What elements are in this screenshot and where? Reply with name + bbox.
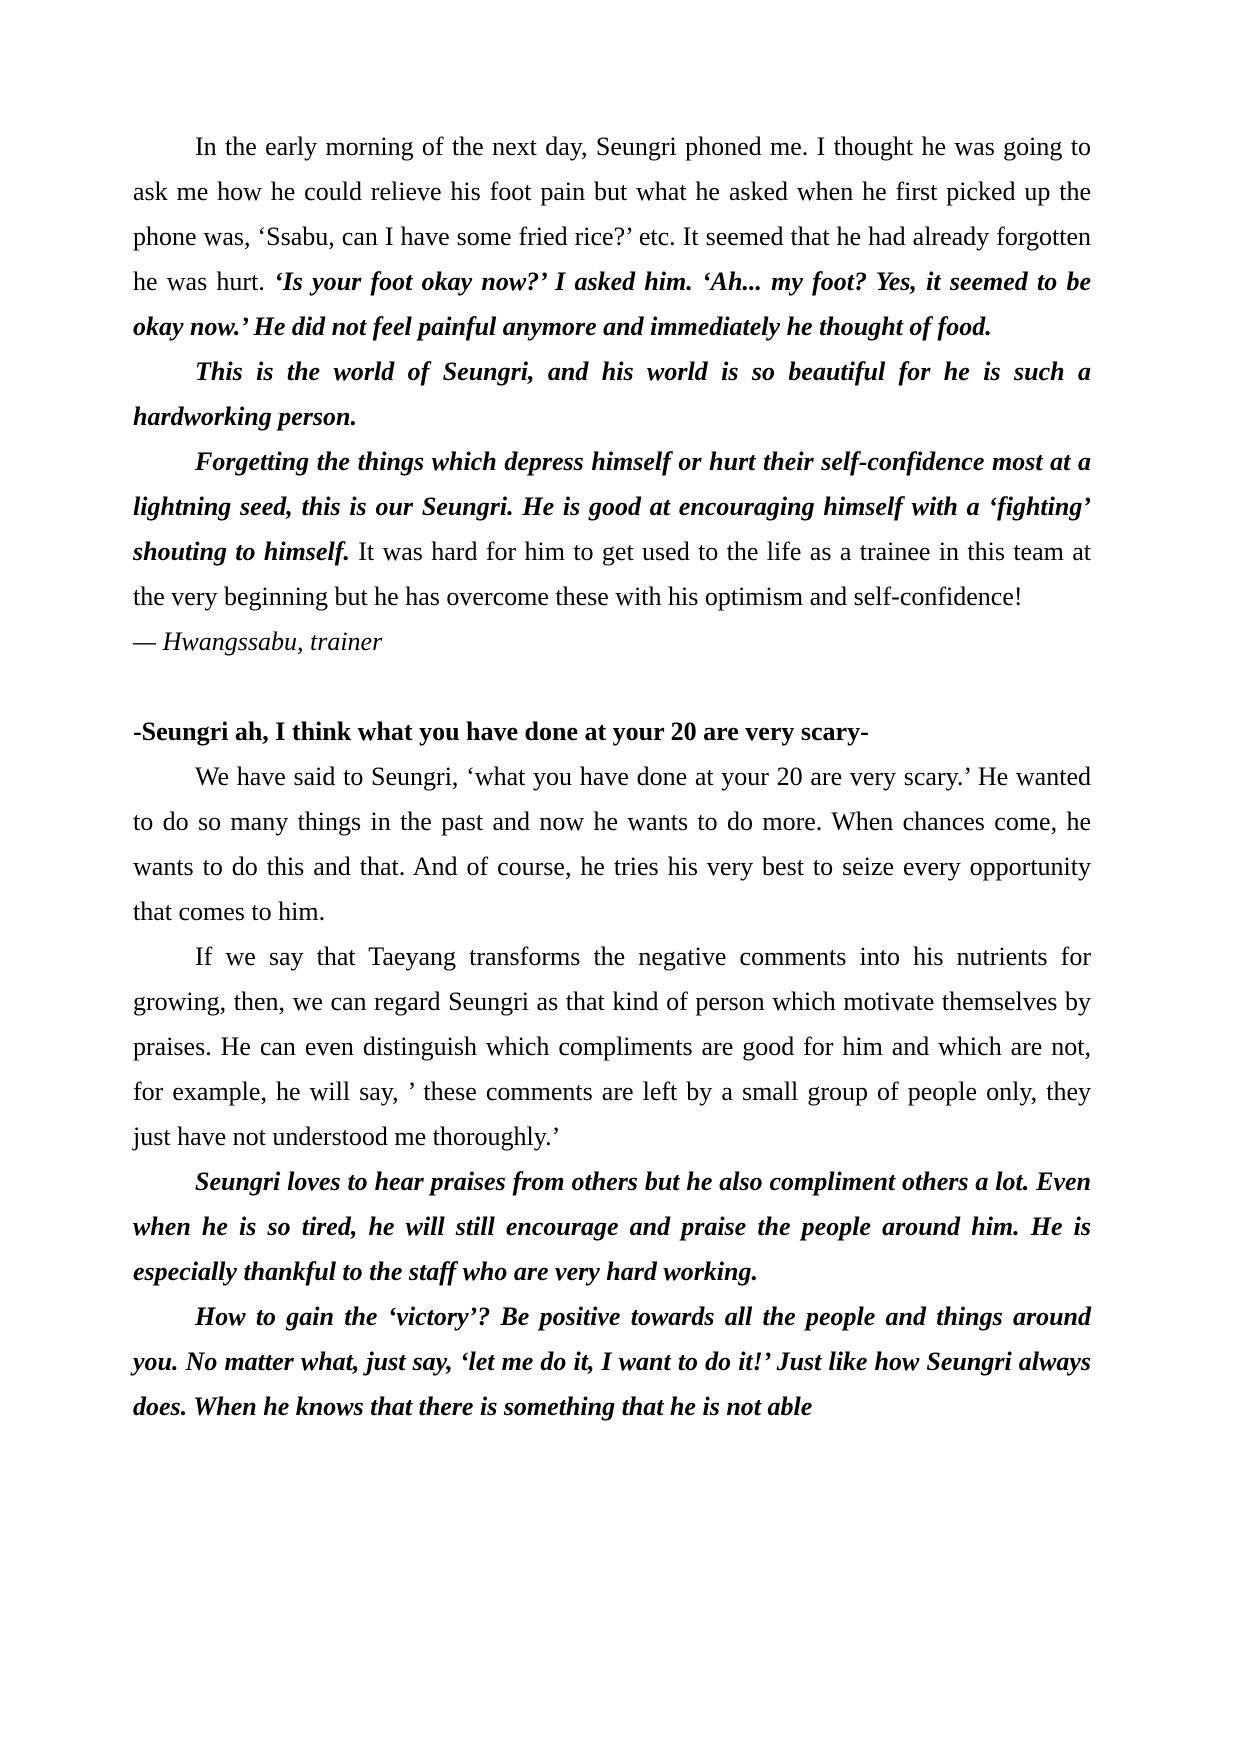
body-paragraph — [133, 349, 1091, 439]
body-paragraph — [133, 934, 1091, 1159]
text-run: It was hard for him to get used to the life as a trainee in this team at the very beginning but he has overcome these with his optimism and self-confidence! — [133, 537, 1091, 611]
body-paragraph — [133, 754, 1091, 934]
text-run: In the early morning of the next day, Seungri phoned me. I thought he was going to ask me how he could relieve his foot pain but what he asked when he first picked up the phone was, ‘Ssabu, can I have some fried rice?’ etc. It seemed that he had already forgotten he was hurt. — [133, 132, 1091, 296]
text-run: — Hwangssabu, trainer — [133, 627, 383, 656]
text-run: -Seungri ah, I think what you have done at your 20 are very scary- — [133, 717, 869, 746]
text-run: If we say that Taeyang transforms the negative comments into his nutrients for growing, then, we can regard Seungri as that kind of person which motivate themselves by praises. He can even distinguish which compliments are good for him and which are not, for example, he will say, ’ these comments are left by a small group of people only, they just have not understood me thoroughly.’ — [133, 942, 1091, 1151]
body-paragraph — [133, 439, 1091, 619]
text-run: How to gain the ‘victory’? Be positive towards all the people and things around you. No matter what, just say, ‘let me do it, I want to do it!’ Just like how Seungri always does. When he knows that there is something that he is not able — [133, 1302, 1091, 1421]
text-run: Forgetting the things which depress himself or hurt their self-confidence most at a lightning seed, this is our Seungri. He is good at encouraging himself with a ‘fighting’ shouting to himself. — [133, 447, 1091, 566]
body-paragraph — [133, 1294, 1091, 1429]
body-paragraph — [133, 1159, 1091, 1294]
attribution-line — [133, 619, 1091, 664]
text-run: ‘Is your foot okay now?’ I asked him. ‘Ah... my foot? Yes, it seemed to be okay now.’ He did not feel painful anymore and immediately he thought of food. — [133, 267, 1091, 341]
body-paragraph — [133, 124, 1091, 349]
document-body — [133, 124, 1091, 1429]
text-run: We have said to Seungri, ‘what you have done at your 20 are very scary.’ He wanted to do so many things in the past and now he wants to do more. When chances come, he wants to do this and that. And of course, he tries his very best to seize every opportunity that comes to him. — [133, 762, 1091, 926]
text-run: Seungri loves to hear praises from others but he also compliment others a lot. Even when he is so tired, he will still encourage and praise the people around him. He is especially thankful to the staff who are very hard working. — [133, 1167, 1091, 1286]
section-heading — [133, 709, 1091, 754]
text-run: This is the world of Seungri, and his world is so beautiful for he is such a hardworking person. — [133, 357, 1091, 431]
